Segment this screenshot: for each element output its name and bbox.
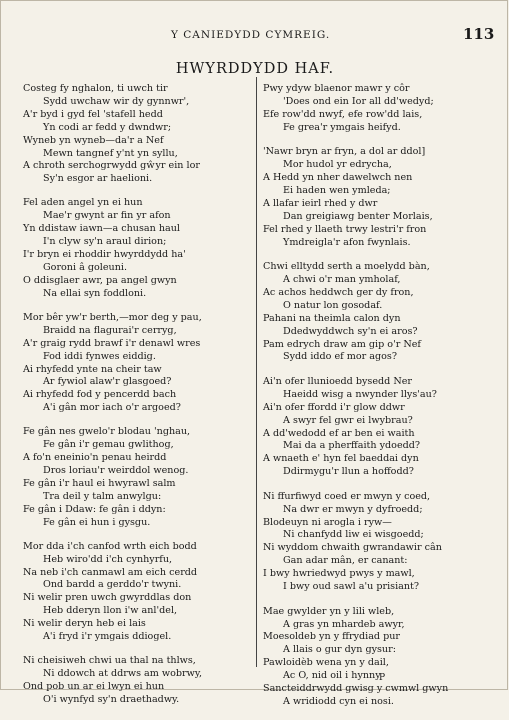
verse-line: I'r bryn ei rhoddir hwyrddydd ha' [23,249,186,261]
verse-line: Dros loriau'r weirddol wenog. [43,465,189,477]
verse-line: A swyr fel gwr ei lwybrau? [283,414,413,426]
verse-line: Mae'r gwynt ar fin yr afon [43,210,171,222]
verse-line: A'i gân mor iach o'r argoed? [43,402,181,414]
stanza [23,541,251,644]
verse-line: 'Nawr bryn ar fryn, a dol ar ddol] [263,146,426,158]
verse-line: Ac achos heddwch ger dy fron, [263,286,414,298]
verse-line: A chroth serchogrwydd gŵyr ein lor [23,160,200,172]
verse-line: Costeg fy nghalon, ti uwch tir [23,83,168,94]
verse-line: Fe gân ei hun i gysgu. [43,516,151,528]
verse-line: Pahani na theimla calon dyn [263,312,401,324]
verse-line: A wridiodd cyn ei nosi. [283,695,394,707]
verse-line: Ac O, nid oil i hynny [283,670,381,682]
verse-line: Ni chanfydd liw ei wisgoedd; [283,529,424,541]
verse-line: Wyneb yn wyneb—da'r a Nef [23,134,164,146]
verse-line: Ond bardd a gerddo'r twyni. [43,579,182,591]
verse-line: Sy'n esgor ar haelioni. [43,173,153,185]
verse-line: Ei haden wen ymleda; [283,184,391,196]
verse-line: Fe gân nes gwelo'r blodau 'nghau, [23,426,191,438]
verse-line: Ni cheisiweh chwi ua thal na thlws, [23,655,196,667]
verse-line: Fel aden angel yn ei hun [23,197,143,209]
verse-line: Heb wiro'dd i'ch cynhyrfu, [43,553,173,565]
signature-mark: P [379,673,386,683]
verse-line: Fe gân i Ddaw: fe gân i ddyn: [23,503,166,515]
verse-line: Sydd uwchaw wir dy gynnwr', [43,95,190,107]
stanza [263,83,503,135]
verse-line: O'i wynfyd sy'n draethadwy. [43,693,180,705]
page-number: 113 [463,25,495,43]
verse-line: Fe gân i'r haul ei hwyrawl salm [23,477,176,489]
stanza [23,312,251,415]
verse-line: A gras yn mhardeb awyr, [283,618,405,630]
verse-line: I bwy oud sawl a'u prisiant? [283,581,420,593]
verse-line: Moesoldeb yn y ffrydiad pur [263,631,401,643]
verse-line: 'Does ond ein Ior all dd'wedyd; [283,95,434,107]
verse-line: A fo'n eneinio'n penau heirdd [23,452,167,464]
verse-line: Sancteiddrwydd gwisg y cwmwl gwyn [263,683,449,695]
verse-line: Mai da a pherffaith ydoedd? [283,440,421,452]
verse-line: Tra deil y talm anwylgu: [43,490,162,502]
verse-line: Pawloidèb wena yn y dail, [263,657,389,669]
verse-line: O natur lon gosodaf. [283,299,383,311]
verse-line: Efe row'dd nwyf, efe row'dd lais, [263,108,423,120]
stanza [23,83,251,186]
verse-line: A wnaeth e' hyn fel baeddai dyn [263,453,419,465]
verse-line: Goroni â goleuni. [43,261,128,273]
verse-line: Yn ddistaw iawn—a chusan haul [23,223,180,235]
verse-line: Ddirmygu'r llun a hoffodd? [283,466,414,478]
verse-line: A'i fryd i'r ymgais ddiogel. [43,631,172,643]
verse-line: A llafar ieirl rhed y dwr [263,197,378,209]
verse-line: Ar fywiol alaw'r glasgoed? [43,376,172,388]
stanza [23,426,251,529]
verse-line: I'n clyw sy'n araul dirion; [43,236,167,248]
verse-line: Na dwr er mwyn y dyfroedd; [283,503,423,515]
verse-line: Fe grea'r ymgais heifyd. [283,121,401,133]
verse-line: I bwy hwriedwyd pwys y mawl, [263,568,415,580]
verse-line: Yn codi ar fedd y dwndwr; [43,121,172,133]
verse-line: Pwy ydyw blaenor mawr y côr [263,83,410,94]
verse-line: Ni wyddom chwaith gwrandawir cân [263,542,442,554]
verse-line: Mor hudol yr edrycha, [283,159,392,171]
verse-line: A llais o gur dyn gysur: [283,644,396,656]
verse-line: A Hedd yn nher dawelwch nen [263,172,413,184]
verse-line: A dd'wedodd ef ar ben ei waith [263,427,415,439]
verse-line: A'r graig rydd brawf i'r denawl wres [23,337,201,349]
verse-line: Chwi elltydd serth a moelydd bàn, [263,261,430,273]
verse-line: Mor bêr yw'r berth,—mor deg y pau, [23,311,202,323]
verse-line: Fod iddi fynwes eiddig. [43,350,156,362]
verse-line: Ni ddowch at ddrws am wobrwy, [43,668,203,680]
verse-line: Ddedwyddwch sy'n ei aros? [283,325,418,337]
verse-line: Mewn tangnef y'nt yn syllu, [43,147,178,159]
poem-title: HWYRDDYDD HAF. [175,61,335,77]
verse-line: O ddisglaer awr, pa angel gwyn [23,274,177,286]
verse-line: Na ellai syn foddloni. [43,287,147,299]
verse-line: Fel rhed y llaeth trwy lestri'r fron [263,223,427,235]
verse-line: A'r byd i gyd fel 'stafell hedd [23,108,163,120]
stanza [263,146,503,249]
verse-line: Ai rhyfedd ynte na cheir taw [23,363,162,375]
right-column [263,83,503,720]
stanza [23,197,251,300]
verse-line: Dan greigiawg benter Morlais, [283,210,433,222]
verse-line: Fe gân i'r gemau gwlithog, [43,439,174,451]
verse-line: Ni welir deryn heb ei lais [23,618,146,630]
verse-line: Pam edrych draw am gip o'r Nef [263,338,421,350]
stanza [263,261,503,364]
verse-line: Ond pob un ar ei lwyn ei hun [23,681,165,692]
verse-line: Ai'n ofer llunioedd bysedd Ner [263,375,413,387]
verse-line: Mae gwylder yn y lili wleb, [263,605,395,617]
stanza [23,655,251,707]
verse-line: Blodeuyn ni arogla i ryw— [263,516,392,528]
running-head: Y CANIEDYDD CYMREIG. [171,29,331,41]
left-column [23,83,251,718]
verse-line: Ymdreigla'r afon fwynlais. [283,236,411,248]
verse-line: Heb dderyn llon i'w anl'del, [43,605,178,617]
verse-line: Mor dda i'ch canfod wrth eich bodd [23,540,197,552]
verse-line: Na neb i'ch canmawl am eich cerdd [23,566,198,578]
stanza [263,606,503,709]
column-divider [256,77,257,667]
verse-line: Ai'n ofer ffordd i'r glow ddwr [263,401,405,413]
verse-line: Ni ffurfiwyd coed er mwyn y coed, [263,490,431,502]
stanza [263,376,503,479]
verse-line: Haeidd wisg a nwynder llys'au? [283,388,437,400]
verse-line: Ai rhyfedd fod y pencerdd bach [23,389,177,401]
verse-line: A chwi o'r man ymholaf, [283,273,401,285]
verse-line: Braidd na flagurai'r cerryg, [43,324,177,336]
verse-line: Sydd iddo ef mor agos? [283,351,397,363]
verse-line: Ni welir pren uwch gwyrddlas don [23,592,192,604]
verse-line: Gan adar mân, er canant: [283,555,408,567]
stanza [263,491,503,594]
